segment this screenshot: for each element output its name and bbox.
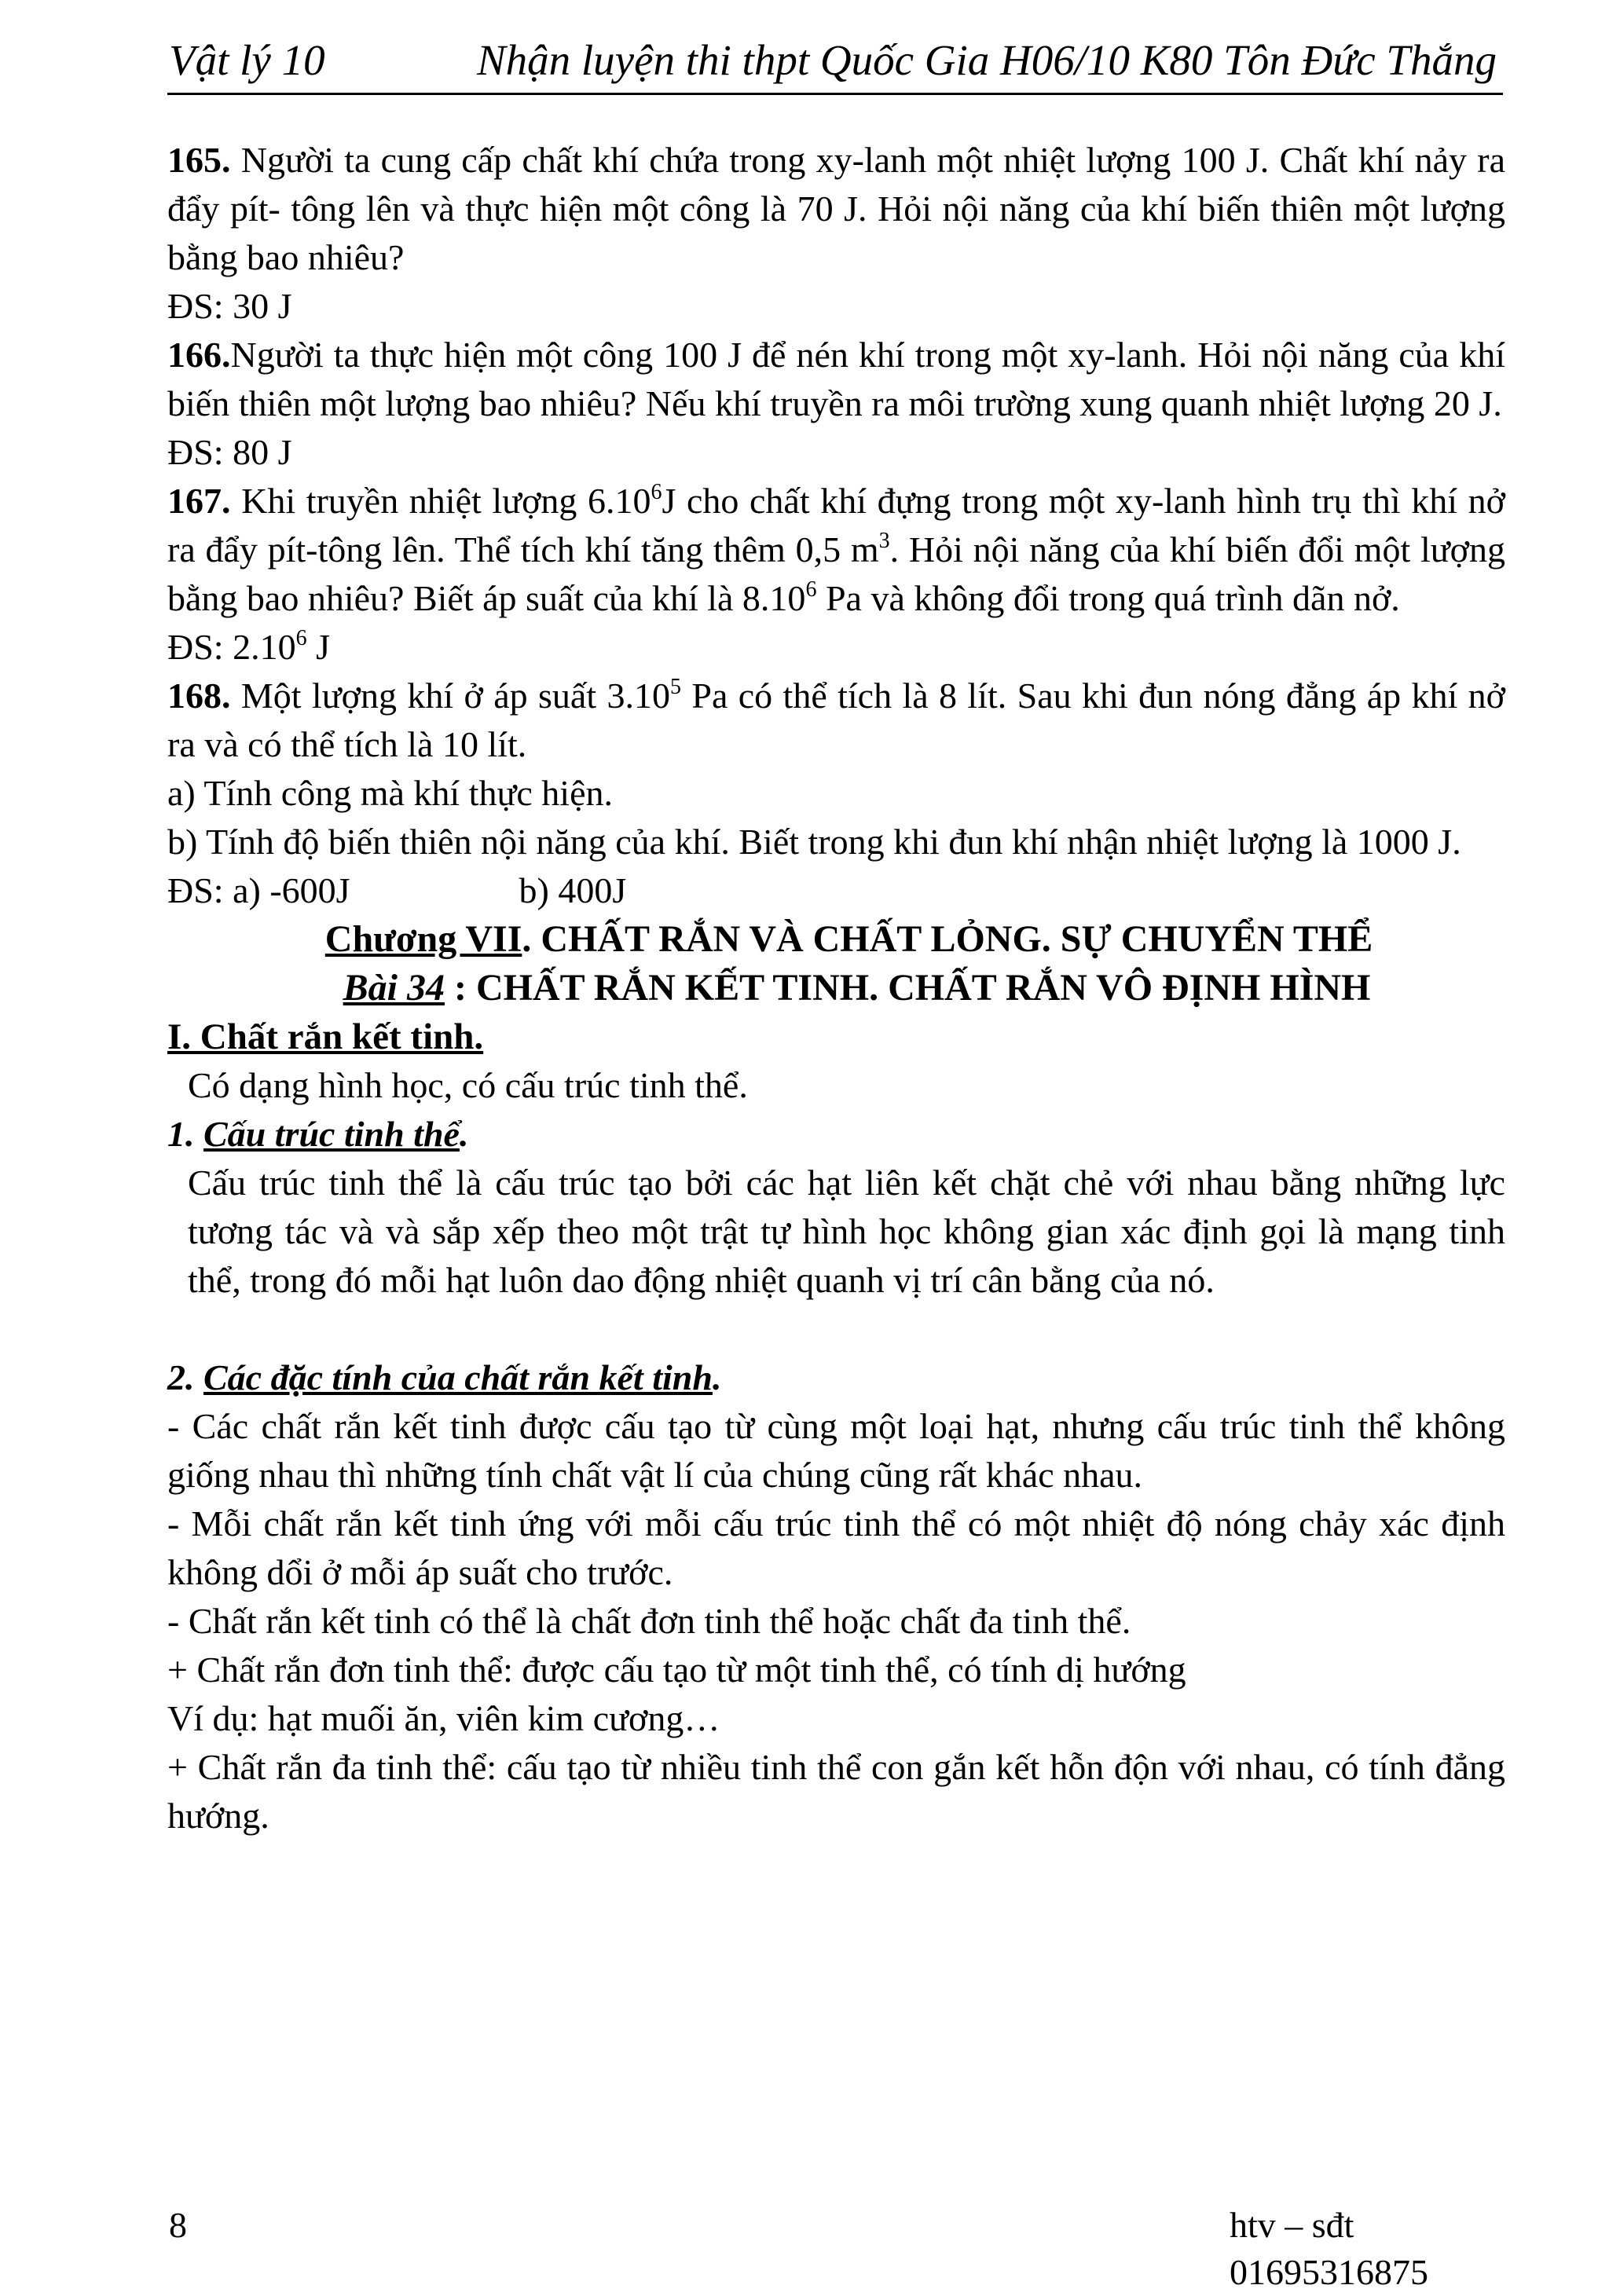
question-text-part: Khi truyền nhiệt lượng 6.10	[230, 481, 651, 521]
page-footer	[167, 2202, 1505, 2292]
answer-a: ĐS: a) -600J	[167, 870, 350, 910]
question-165	[167, 136, 1505, 282]
subsection-heading	[167, 1353, 1505, 1402]
lesson-label: Bài 34	[343, 967, 445, 1009]
subsection-body: Cấu trúc tinh thể là cấu trúc tạo bởi các hạt liên kết chặt chẻ với nhau bằng những lực tương tác và và sắp xếp theo một trật tự hình học không gian xác định gọi là mạng tinh thể, trong đó mỗi hạt luôn dao động nhiệt quanh vị trí cân bằng của nó.	[188, 1163, 1505, 1300]
page-content	[167, 136, 1505, 1840]
subsection-dot: .	[459, 1114, 469, 1154]
list-item: Ví dụ: hạt muối ăn, viên kim cương…	[167, 1698, 720, 1738]
answer-166: ĐS: 80 J	[167, 432, 292, 472]
question-text-part: J cho chất khí đựng trong một xy-lanh hình trụ thì khí nở ra đẩy pít-tông lên. Thể tích khí tăng thêm 0,5 m	[167, 481, 1505, 569]
subsection-number: 2.	[167, 1357, 203, 1397]
lesson-heading: : CHẤT RẮN KẾT TINH. CHẤT RẮN VÔ ĐỊNH HÌNH	[444, 967, 1371, 1009]
question-166	[167, 331, 1505, 428]
question-text-part: Pa có thể tích là 8 lít. Sau khi đun nóng đẳng áp khí nở ra và có thể tích là 10 lít.	[167, 676, 1505, 764]
question-text: Người ta thực hiện một công 100 J để nén khí trong một xy-lanh. Hỏi nội năng của khí biến thiên một lượng bao nhiêu? Nếu khí truyền ra môi trường xung quanh nhiệt lượng 20 J.	[167, 335, 1505, 423]
answer-168	[167, 866, 1505, 915]
question-167	[167, 477, 1505, 623]
list-item: + Chất rắn đơn tinh thể: được cấu tạo từ một tinh thể, có tính dị hướng	[167, 1650, 1186, 1690]
list-item: - Mỗi chất rắn kết tinh ứng với mỗi cấu trúc tinh thể có một nhiệt độ nóng chảy xác định không dổi ở mỗi áp suất cho trước.	[167, 1503, 1505, 1592]
exponent: 6	[805, 577, 817, 602]
page-header	[167, 28, 1503, 95]
question-text-part: . Hỏi nội năng của khí biến đổi một lượng bằng bao nhiêu? Biết áp suất của khí là 8.10	[167, 529, 1506, 618]
chapter-title	[167, 915, 1505, 964]
section-intro: Có dạng hình học, có cấu trúc tinh thể.	[188, 1065, 748, 1105]
list-item: + Chất rắn đa tinh thể: cấu tạo từ nhiều tinh thể con gắn kết hỗn độn với nhau, có tính đẳng hướng.	[167, 1747, 1505, 1836]
exponent: 3	[878, 529, 890, 553]
question-number: 166.	[167, 335, 231, 375]
exponent: 6	[651, 480, 662, 504]
header-info: Nhận luyện thi thpt Quốc Gia H06/10 K80 Tôn Đức Thắng	[476, 36, 1497, 84]
question-text: Người ta cung cấp chất khí chứa trong xy-lanh một nhiệt lượng 100 J. Chất khí nảy ra đẩy pít- tông lên và thực hiện một công là 70 J. Hỏi nội năng của khí biến thiên một lượng bằng bao nhiêu?	[167, 140, 1505, 277]
header-subject: Vật lý 10	[169, 36, 325, 84]
question-text-part: Pa và không đổi trong quá trình dãn nở.	[816, 578, 1400, 618]
subsection-dot: .	[712, 1357, 722, 1397]
subsection-title: Cấu trúc tinh thể	[203, 1114, 460, 1154]
section-heading: I. Chất rắn kết tinh.	[167, 1016, 484, 1057]
answer-165: ĐS: 30 J	[167, 286, 292, 326]
subsection-title: Các đặc tính của chất rắn kết tinh	[203, 1357, 713, 1397]
lesson-title	[167, 964, 1505, 1013]
footer-contact: htv – sđt 01695316875	[1230, 2205, 1428, 2292]
question-number: 168.	[167, 676, 231, 716]
subsection-number: 1.	[167, 1114, 203, 1154]
question-168-part-b: b) Tính độ biến thiên nội năng của khí. Biết trong khi đun khí nhận nhiệt lượng là 1000 J.	[167, 822, 1461, 862]
answer-text: ĐS: 2.10	[167, 627, 296, 667]
question-168-part-a: a) Tính công mà khí thực hiện.	[167, 773, 614, 813]
question-168	[167, 672, 1505, 769]
question-number: 167.	[167, 481, 231, 521]
page-number: 8	[169, 2205, 187, 2245]
exponent: 5	[669, 675, 681, 699]
chapter-label: Chương VII	[324, 918, 522, 960]
answer-unit: J	[306, 627, 330, 667]
answer-b: b) 400J	[519, 870, 627, 910]
list-item: - Chất rắn kết tinh có thể là chất đơn tinh thể hoặc chất đa tinh thể.	[167, 1601, 1131, 1641]
answer-167	[167, 623, 1505, 672]
question-number: 165.	[167, 140, 231, 180]
exponent: 6	[295, 626, 307, 650]
subsection-heading	[167, 1110, 1505, 1159]
question-text-part: Một lượng khí ở áp suất 3.10	[230, 676, 670, 716]
list-item: - Các chất rắn kết tinh được cấu tạo từ cùng một loại hạt, nhưng cấu trúc tinh thể không giống nhau thì những tính chất vật lí của chúng cũng rất khác nhau.	[167, 1406, 1505, 1495]
chapter-heading: . CHẤT RẮN VÀ CHẤT LỎNG. SỰ CHUYỂN THỂ	[522, 918, 1373, 960]
